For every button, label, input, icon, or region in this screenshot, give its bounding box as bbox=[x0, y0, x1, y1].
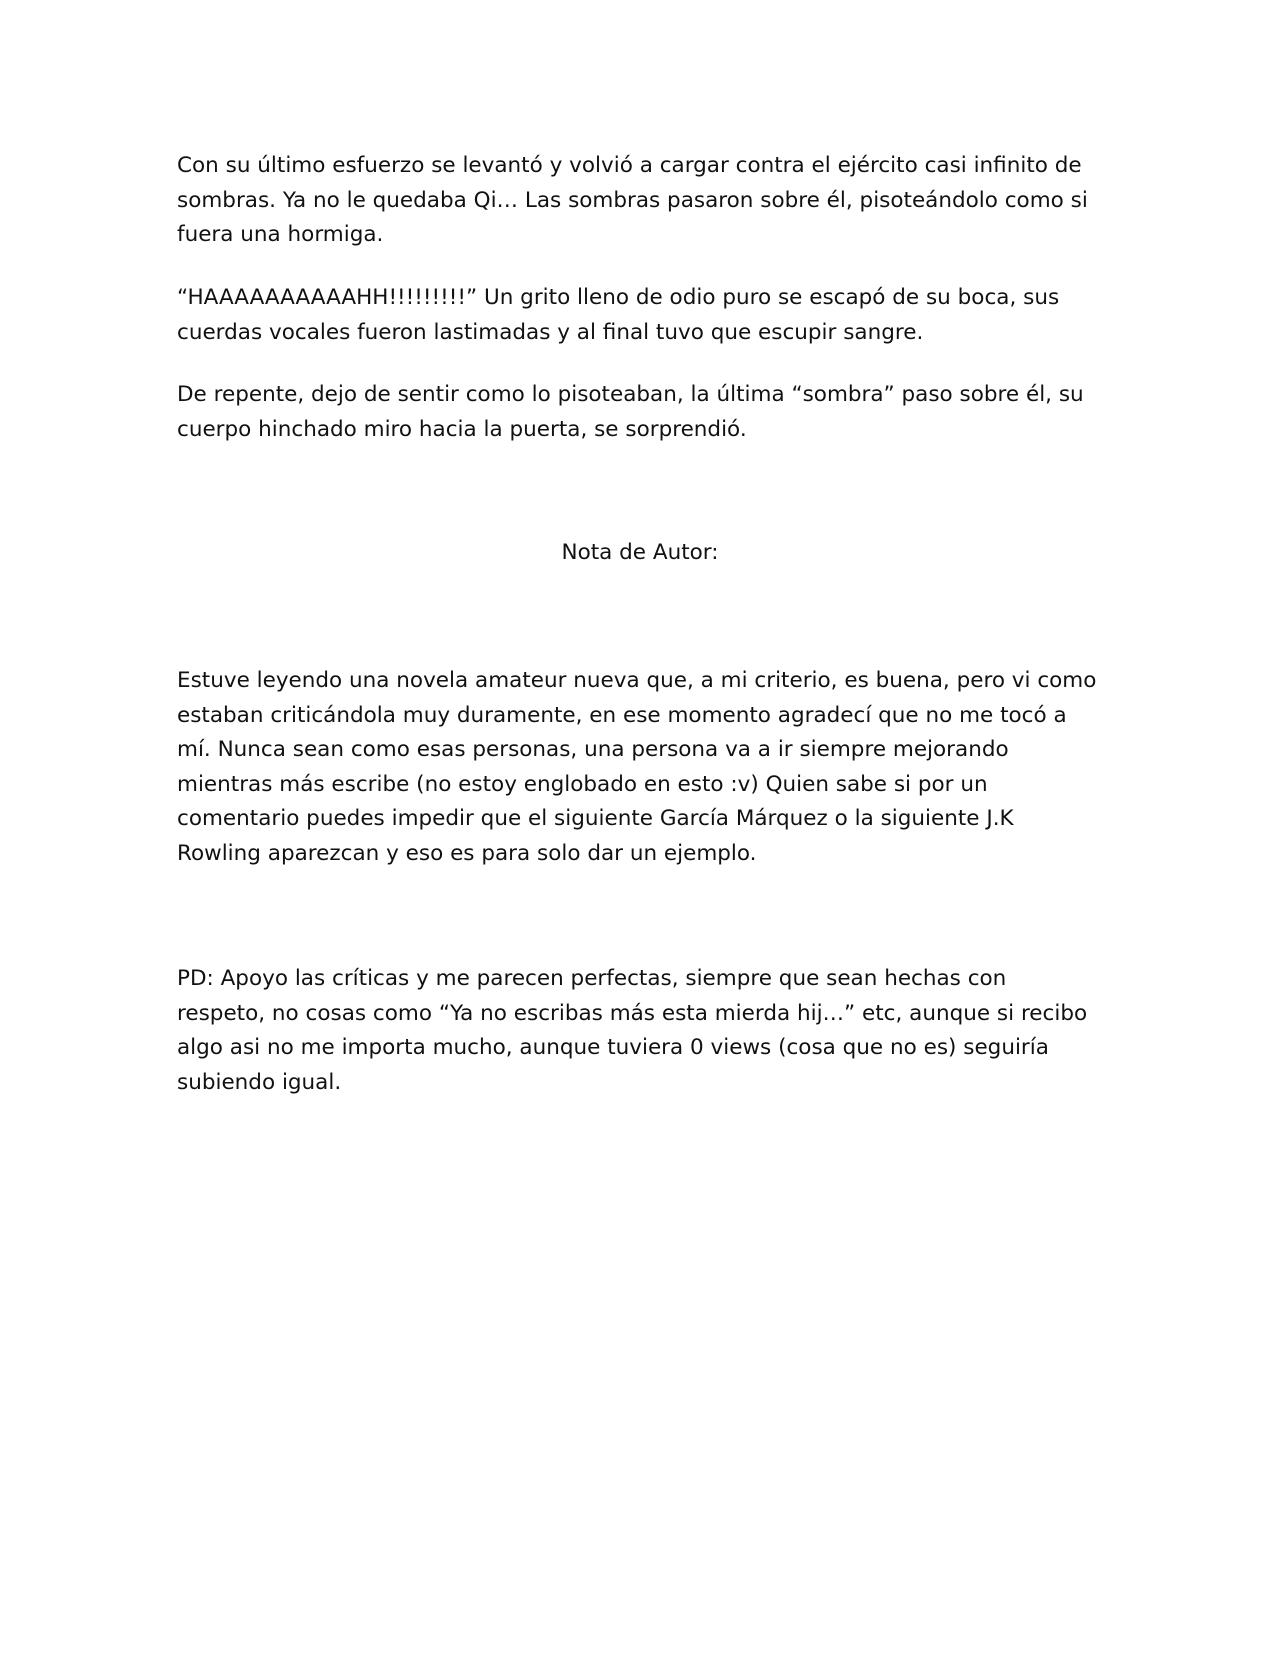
story-paragraph-3: De repente, dejo de sentir como lo pisoteaban, la última “sombra” paso sobre él, su cuerpo hinchado miro hacia la puerta, se sorprendió. bbox=[177, 382, 1084, 442]
story-paragraph-2: “HAAAAAAAAAAHH!!!!!!!!!” Un grito lleno de odio puro se escapó de su boca, sus cuerdas vocales fueron lastimadas y al final tuvo que escupir sangre. bbox=[177, 285, 1060, 345]
postscript-paragraph: PD: Apoyo las críticas y me parecen perfectas, siempre que sean hechas con respeto, no cosas como “Ya no escribas más esta mierda hij…” etc, aunque si recibo algo asi no me importa mucho, aunque tuviera 0 views (cosa que no es) seguiría subiendo igual. bbox=[177, 966, 1088, 1095]
author-note-heading: Nota de Autor: bbox=[561, 540, 719, 565]
story-paragraph-1: Con su último esfuerzo se levantó y volvió a cargar contra el ejército casi infinito de sombras. Ya no le quedaba Qi… Las sombras pasaron sobre él, pisoteándolo como si fuera una hormiga. bbox=[177, 153, 1088, 247]
author-note-paragraph: Estuve leyendo una novela amateur nueva que, a mi criterio, es buena, pero vi como estaban criticándola muy duramente, en ese momento agradecí que no me tocó a mí. Nunca sean como esas personas, una persona va a ir siempre mejorando mientras más escribe (no estoy englobado en esto :v) Quien sabe si por un comentario puedes impedir que el siguiente García Márquez o la siguiente J.K Rowling aparezcan y eso es para solo dar un ejemplo. bbox=[177, 668, 1097, 866]
